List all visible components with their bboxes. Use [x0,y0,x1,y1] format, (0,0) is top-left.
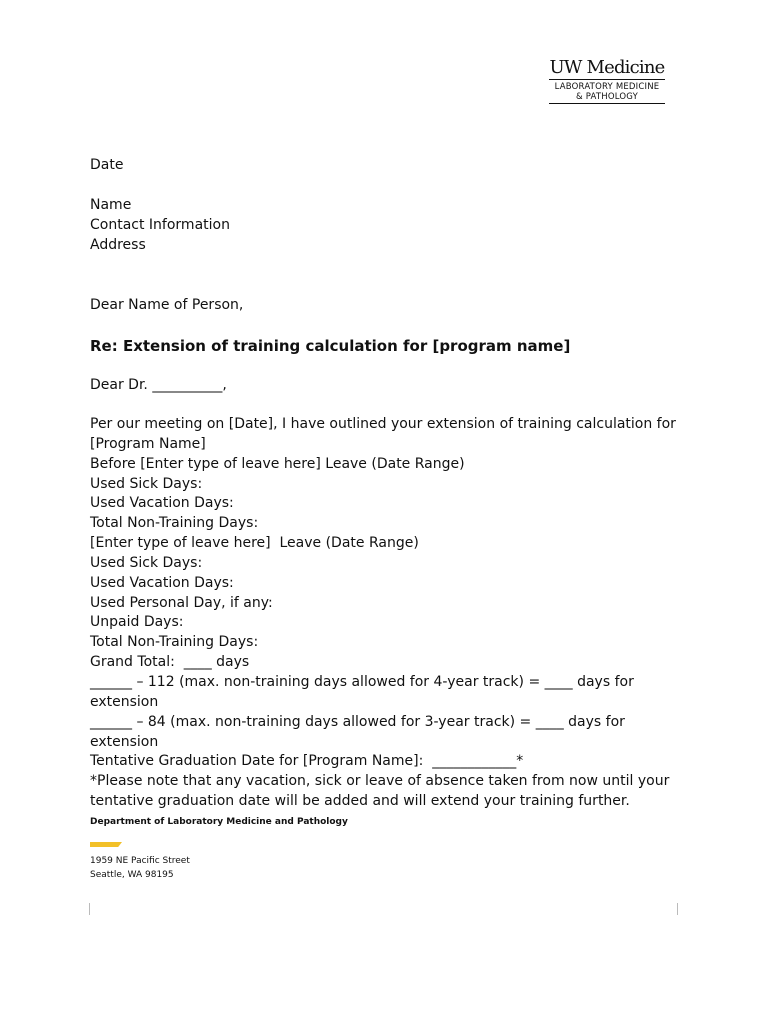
logo-subtitle [549,80,665,104]
footer-street: 1959 NE Pacific Street [90,856,190,866]
name-line: Name [90,197,132,213]
body-line: Total Non-Training Days: [90,634,259,651]
body-line: [Program Name] [90,435,206,452]
footer-city: Seattle, WA 98195 [90,869,174,880]
contact-line: Contact Information [90,217,230,233]
body-line: Total Non-Training Days: [90,515,259,532]
logo-title: UW Medicine [549,57,665,78]
subject-heading: Re: Extension of training calculation for [program name] [90,337,571,355]
date-line: Date [90,157,124,173]
body-line: Per our meeting on [Date], I have outlined your extension of training calculation for [90,416,676,432]
address-line: Address [90,237,146,253]
footer-accent-bar [90,842,122,847]
body-line: [Enter type of leave here] Leave (Date Range) [90,535,419,552]
body-line: Grand Total: ____ days [90,654,250,671]
body-line: tentative graduation date will be added and will extend your training further. [90,793,630,810]
body-line: Used Sick Days: [90,554,203,571]
body-line: ______ – 84 (max. non-training days allowed for 3-year track) = ____ days for [90,713,625,730]
body-line: Tentative Graduation Date for [Program Name]: ____________* [90,753,524,770]
logo-sub-line1: LABORATORY MEDICINE [554,82,660,92]
body-line: Before [Enter type of leave here] Leave (Date Range) [90,455,465,472]
footer-department: Department of Laboratory Medicine and Pathology [90,817,348,827]
body-line: *Please note that any vacation, sick or leave of absence taken from now until your [90,773,670,790]
left-margin-mark [89,903,90,915]
right-margin-mark [677,903,678,915]
body-line: Used Personal Day, if any: [90,594,273,611]
footer-address [90,855,190,882]
body-line: extension [90,693,159,710]
body-line: Used Vacation Days: [90,574,234,591]
greeting: Dear Dr. __________, [90,377,227,393]
body-line: Unpaid Days: [90,614,184,631]
uw-medicine-logo [549,58,665,104]
body-line: extension [90,733,159,750]
letter-body [90,415,690,812]
logo-sub-line2: & PATHOLOGY [575,92,639,102]
salutation: Dear Name of Person, [90,297,244,313]
body-line: Used Vacation Days: [90,495,234,512]
body-line: Used Sick Days: [90,475,203,492]
body-line: ______ – 112 (max. non-training days allowed for 4-year track) = ____ days for [90,673,634,690]
